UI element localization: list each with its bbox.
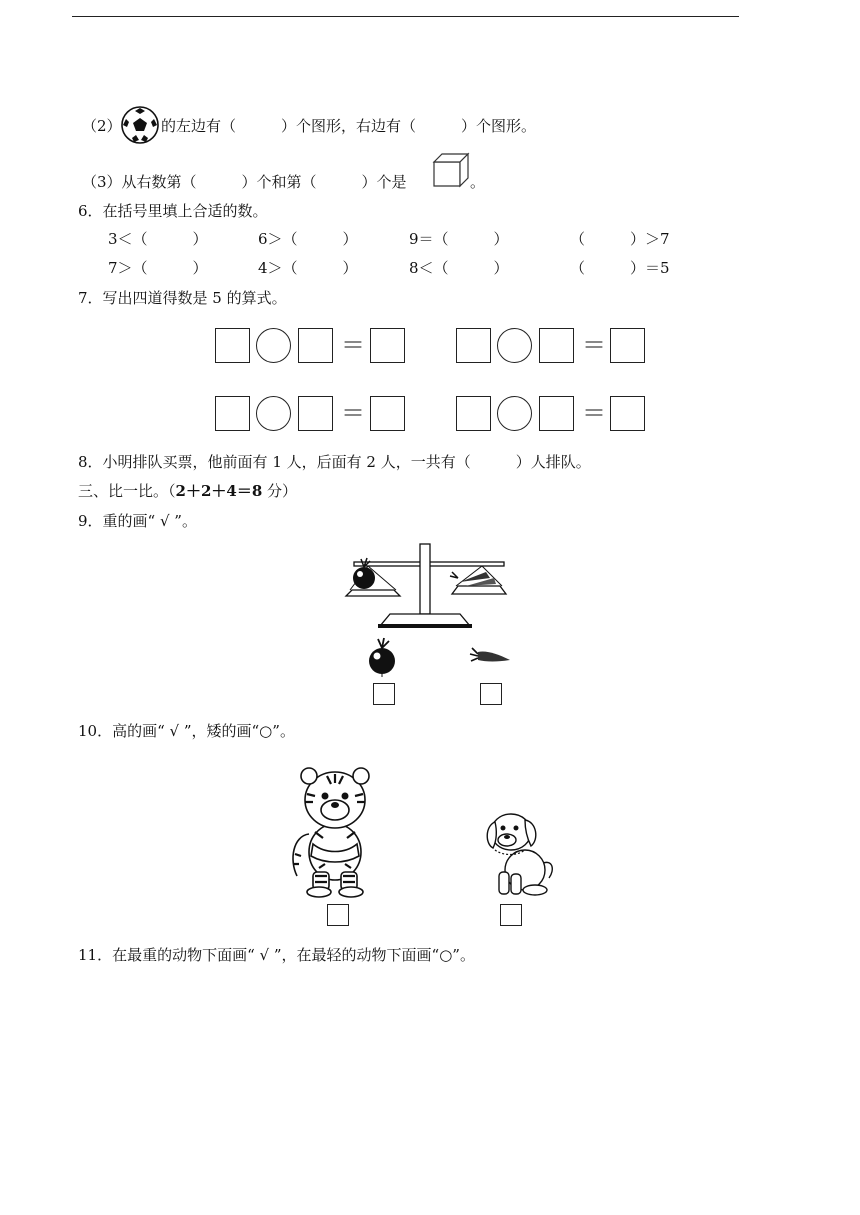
q6-row1-item2: 6＞（ ） bbox=[258, 230, 358, 248]
carrot-icon bbox=[468, 644, 512, 668]
q3-end: 。 bbox=[470, 173, 486, 191]
answer-box[interactable] bbox=[370, 328, 405, 363]
q10-text: 10．高的画“ √ ”，矮的画“○”。 bbox=[78, 722, 295, 740]
operator-circle[interactable] bbox=[256, 396, 291, 431]
q6-row2-item3: 8＜（ ） bbox=[409, 259, 509, 277]
equals-sign: ＝ bbox=[582, 331, 606, 359]
q2-text: 的左边有（ ）个图形，右边有（ ）个图形。 bbox=[161, 117, 537, 135]
radish-icon bbox=[364, 637, 400, 677]
q9-text: 9．重的画“ √ ”。 bbox=[78, 512, 197, 530]
equals-sign: ＝ bbox=[341, 399, 365, 427]
puppy-illustration bbox=[483, 808, 559, 898]
q6-title: 6．在括号里填上合适的数。 bbox=[78, 202, 268, 220]
equals-sign: ＝ bbox=[341, 331, 365, 359]
answer-box[interactable] bbox=[456, 396, 491, 431]
q6-row2-item4: （ ）＝5 bbox=[570, 259, 670, 277]
tiger-illustration bbox=[285, 764, 385, 898]
q6-row2-item2: 4＞（ ） bbox=[258, 259, 358, 277]
section3-heading: 三、比一比。（2＋2＋4＝8 分） bbox=[78, 482, 298, 500]
operator-circle[interactable] bbox=[497, 396, 532, 431]
q6-row1-item4: （ ）＞7 bbox=[570, 230, 670, 248]
answer-box[interactable] bbox=[610, 396, 645, 431]
q8-text: 8．小明排队买票，他前面有 1 人，后面有 2 人，一共有（ ）人排队。 bbox=[78, 453, 591, 471]
answer-box[interactable] bbox=[215, 396, 250, 431]
q11-text: 11．在最重的动物下面画“ √ ”，在最轻的动物下面画“○”。 bbox=[78, 946, 475, 964]
header-rule bbox=[72, 16, 739, 17]
answer-box[interactable] bbox=[215, 328, 250, 363]
q6-row2-item1: 7＞（ ） bbox=[108, 259, 208, 277]
answer-box-radish[interactable] bbox=[373, 683, 395, 705]
q6-row1-item3: 9＝（ ） bbox=[409, 230, 509, 248]
equals-sign: ＝ bbox=[582, 399, 606, 427]
operator-circle[interactable] bbox=[497, 328, 532, 363]
answer-box-carrot[interactable] bbox=[480, 683, 502, 705]
soccer-ball-icon bbox=[120, 105, 160, 145]
answer-box[interactable] bbox=[610, 328, 645, 363]
answer-box[interactable] bbox=[298, 396, 333, 431]
q3-text: （3）从右数第（ ）个和第（ ）个是 bbox=[82, 173, 407, 191]
q2-prefix: （2） bbox=[82, 117, 122, 135]
balance-scale-illustration bbox=[340, 540, 520, 632]
answer-box[interactable] bbox=[539, 328, 574, 363]
answer-box[interactable] bbox=[370, 396, 405, 431]
operator-circle[interactable] bbox=[256, 328, 291, 363]
q7-title: 7．写出四道得数是 5 的算式。 bbox=[78, 289, 287, 307]
answer-box-puppy[interactable] bbox=[500, 904, 522, 926]
answer-box[interactable] bbox=[539, 396, 574, 431]
answer-box-tiger[interactable] bbox=[327, 904, 349, 926]
answer-box[interactable] bbox=[298, 328, 333, 363]
answer-box[interactable] bbox=[456, 328, 491, 363]
cube-icon bbox=[432, 152, 470, 188]
q6-row1-item1: 3＜（ ） bbox=[108, 230, 208, 248]
